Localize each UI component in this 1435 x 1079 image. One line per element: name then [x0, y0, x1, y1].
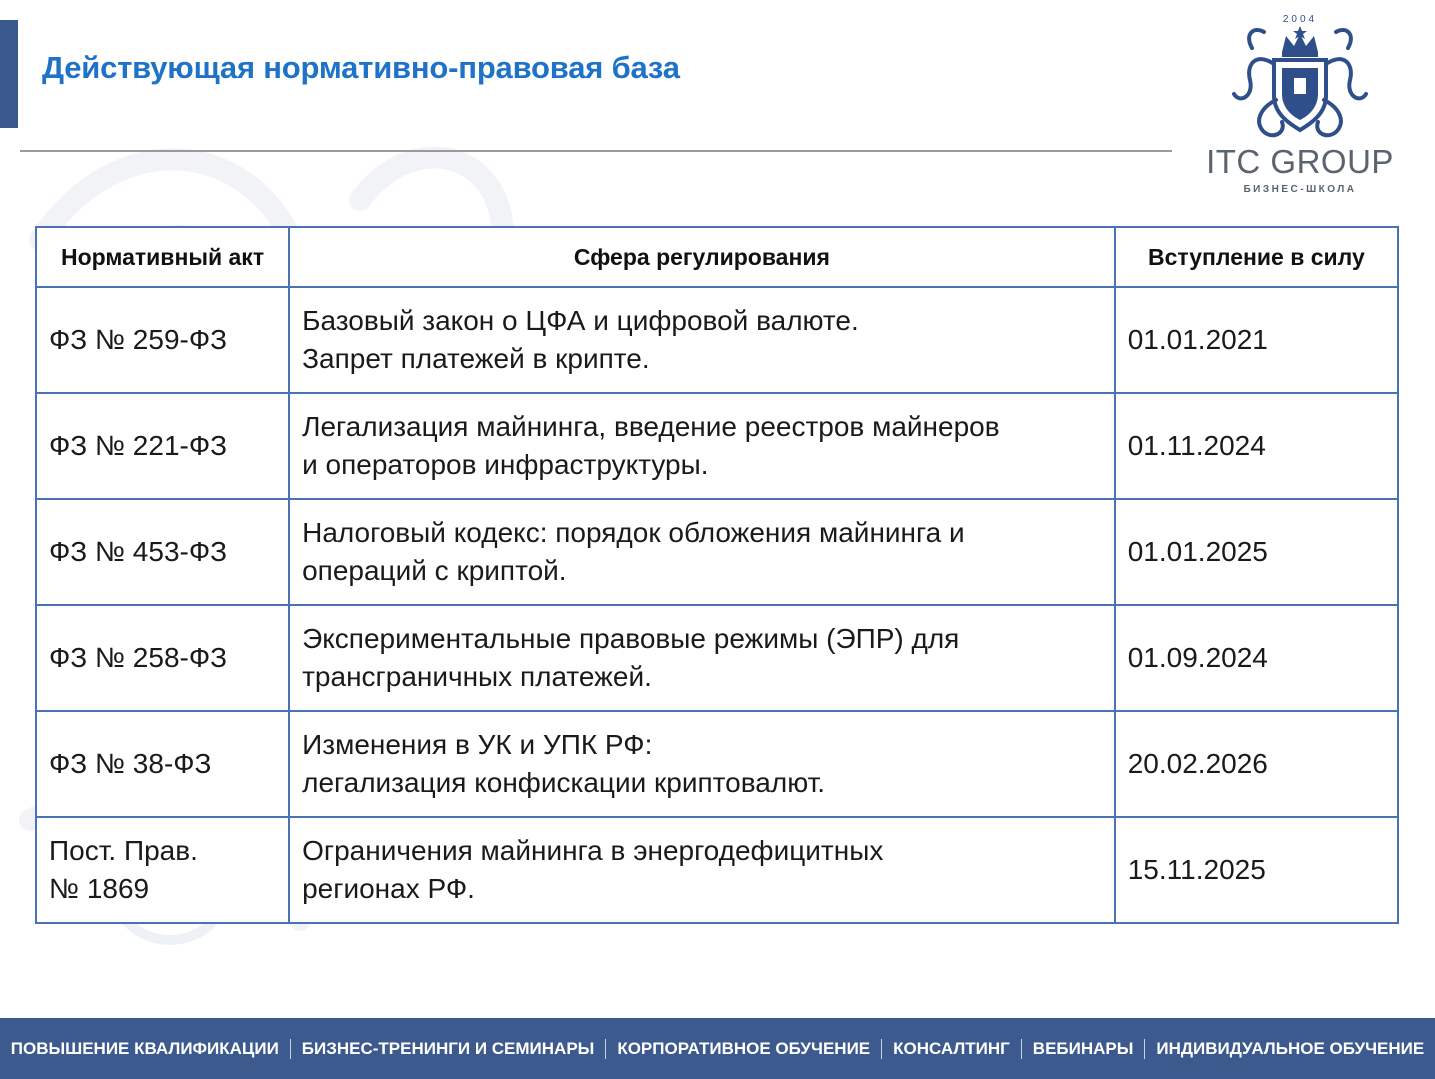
- column-header-date: Вступление в силу: [1115, 227, 1398, 287]
- regulations-table: [35, 226, 1399, 924]
- table-row: [36, 711, 1398, 817]
- header-divider: [20, 150, 1172, 152]
- itc-group-logo: [1190, 8, 1410, 193]
- scope-line-2: операций с криптой.: [302, 555, 567, 586]
- scope-cell: [289, 499, 1115, 605]
- svg-text:2004: 2004: [1282, 14, 1318, 25]
- scope-line-1: Легализация майнинга, введение реестров майнеров: [302, 411, 1000, 442]
- accent-bar: [0, 20, 18, 128]
- act-cell: [36, 711, 289, 817]
- scope-line-2: Запрет платежей в крипте.: [302, 343, 650, 374]
- table-row: [36, 287, 1398, 393]
- date-cell: 01.01.2025: [1115, 499, 1398, 605]
- act-cell: [36, 393, 289, 499]
- act-text: ФЗ № 259-ФЗ: [49, 324, 228, 355]
- date-cell: 01.01.2021: [1115, 287, 1398, 393]
- table-row: [36, 605, 1398, 711]
- scope-line-1: Налоговый кодекс: порядок обложения майнинга и: [302, 517, 965, 548]
- footer-bar: [0, 1018, 1435, 1079]
- footer-item-trainings[interactable]: БИЗНЕС-ТРЕНИНГИ И СЕМИНАРЫ: [290, 1039, 606, 1059]
- scope-line-1: Изменения в УК и УПК РФ:: [302, 729, 653, 760]
- scope-line-1: Базовый закон о ЦФА и цифровой валюте.: [302, 305, 859, 336]
- scope-line-2: трансграничных платежей.: [302, 661, 652, 692]
- date-cell: 20.02.2026: [1115, 711, 1398, 817]
- scope-cell: [289, 605, 1115, 711]
- scope-line-1: Ограничения майнинга в энергодефицитных: [302, 835, 884, 866]
- logo-subtitle: БИЗНЕС-ШКОЛА: [1243, 184, 1357, 195]
- table-row: [36, 393, 1398, 499]
- act-cell: [36, 605, 289, 711]
- crest-icon: [1190, 8, 1410, 143]
- act-cell: [36, 817, 289, 923]
- page-title: Действующая нормативно-правовая база: [42, 50, 680, 85]
- act-text: ФЗ № 258-ФЗ: [49, 642, 228, 673]
- footer-item-individual[interactable]: ИНДИВИДУАЛЬНОЕ ОБУЧЕНИЕ: [1144, 1039, 1435, 1059]
- logo-name: ITC GROUP: [1206, 143, 1394, 180]
- act-cell: [36, 499, 289, 605]
- scope-line-2: и операторов инфраструктуры.: [302, 449, 709, 480]
- date-cell: 01.11.2024: [1115, 393, 1398, 499]
- scope-cell: [289, 711, 1115, 817]
- scope-cell: [289, 393, 1115, 499]
- act-cell: [36, 287, 289, 393]
- scope-line-2: регионах РФ.: [302, 873, 475, 904]
- scope-cell: [289, 817, 1115, 923]
- date-cell: 15.11.2025: [1115, 817, 1398, 923]
- scope-line-1: Экспериментальные правовые режимы (ЭПР) для: [302, 623, 960, 654]
- column-header-act: Нормативный акт: [36, 227, 289, 287]
- table-header-row: [36, 227, 1398, 287]
- table-row: [36, 817, 1398, 923]
- act-text: ФЗ № 38-ФЗ: [49, 748, 212, 779]
- footer-item-corporate[interactable]: КОРПОРАТИВНОЕ ОБУЧЕНИЕ: [605, 1039, 881, 1059]
- footer-item-consulting[interactable]: КОНСАЛТИНГ: [881, 1039, 1021, 1059]
- column-header-scope: Сфера регулирования: [289, 227, 1115, 287]
- footer-item-webinars[interactable]: ВЕБИНАРЫ: [1021, 1039, 1145, 1059]
- scope-line-2: легализация конфискации криптовалют.: [302, 767, 826, 798]
- footer-item-qualification[interactable]: ПОВЫШЕНИЕ КВАЛИФИКАЦИИ: [10, 1038, 279, 1058]
- act-text: ФЗ № 221-ФЗ: [49, 430, 228, 461]
- scope-cell: [289, 287, 1115, 393]
- act-text: Пост. Прав.: [49, 835, 198, 866]
- act-text: ФЗ № 453-ФЗ: [49, 536, 228, 567]
- date-cell: 01.09.2024: [1115, 605, 1398, 711]
- act-text-line-2: № 1869: [49, 873, 150, 904]
- table-row: [36, 499, 1398, 605]
